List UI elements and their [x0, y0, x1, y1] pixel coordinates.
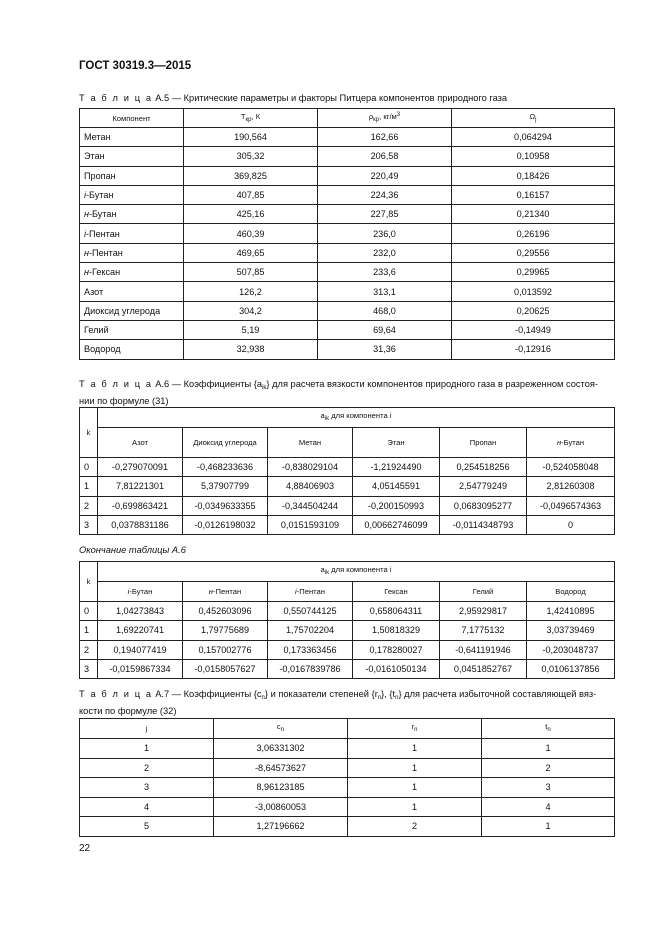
- k-value: 1: [80, 621, 98, 640]
- coefficient-value: -0,0496574363: [527, 496, 615, 515]
- table-row: [80, 515, 615, 534]
- col-k: k: [80, 562, 98, 602]
- coefficient-value: 0,173363456: [268, 640, 353, 659]
- coefficient-value: 7,1775132: [440, 621, 527, 640]
- column-header: н-Бутан: [527, 428, 615, 458]
- table-row: [80, 758, 615, 778]
- t-value: 4: [482, 797, 615, 817]
- column-header: Водород: [527, 582, 615, 602]
- coefficient-value: 0,0378831186: [98, 515, 183, 534]
- c-value: -3,00860053: [214, 797, 348, 817]
- t-crit-value: 32,938: [184, 340, 318, 359]
- k-value: 0: [80, 458, 98, 477]
- omega-value: 0,16157: [452, 185, 615, 204]
- t-crit-value: 507,85: [184, 263, 318, 282]
- omega-value: 0,20625: [452, 301, 615, 320]
- c-value: 3,06331302: [214, 739, 348, 759]
- omega-value: 0,29965: [452, 263, 615, 282]
- component-name: Водород: [80, 340, 184, 359]
- omega-value: 0,013592: [452, 282, 615, 301]
- group-header: $a_{ik}$ для компонента i: [98, 408, 615, 428]
- t-value: 3: [482, 778, 615, 798]
- page-number: 22: [79, 843, 91, 854]
- rho-crit-value: 236,0: [318, 224, 452, 243]
- k-value: 2: [80, 640, 98, 659]
- rho-crit-value: 313,1: [318, 282, 452, 301]
- j-value: 3: [80, 778, 214, 798]
- coefficient-value: 0,658064311: [353, 602, 440, 621]
- table-a7: [79, 718, 615, 837]
- table-a6-caption: Т а б л и ц а А.6 — Коэффициенты $\{a_{ik}\}$ для расчета вязкости компонентов природного газа в разреженном состоя- нии по формуле (31): [79, 379, 598, 406]
- r-value: 2: [348, 817, 482, 837]
- c-value: 8,96123185: [214, 778, 348, 798]
- table-a6: [79, 407, 615, 535]
- table-row: [80, 340, 615, 359]
- table-row: [80, 817, 615, 837]
- omega-value: 0,10958: [452, 147, 615, 166]
- t-crit-value: 469,65: [184, 243, 318, 262]
- coefficient-value: 2,54779249: [440, 477, 527, 496]
- table-a6-end-caption: Окончание таблицы А.6: [79, 545, 186, 555]
- table-a5-caption: Т а б л и ц а А.5 — Критические параметры и факторы Питцера компонентов природного газа: [79, 93, 508, 103]
- column-header: Азот: [98, 428, 183, 458]
- k-value: 3: [80, 515, 98, 534]
- coefficient-value: -0,524058048: [527, 458, 615, 477]
- col-rho-crit: $\rho_{кр}$, $кг/м^3$: [318, 109, 452, 128]
- table-row: [80, 640, 615, 659]
- t-crit-value: 407,85: [184, 185, 318, 204]
- column-header: i-Пентан: [268, 582, 353, 602]
- coefficient-value: 0,0683095277: [440, 496, 527, 515]
- table-row: [80, 496, 615, 515]
- rho-crit-value: 468,0: [318, 301, 452, 320]
- table-row: [80, 477, 615, 496]
- table-row: [80, 739, 615, 759]
- t-crit-value: 425,16: [184, 205, 318, 224]
- coefficient-value: 2,81260308: [527, 477, 615, 496]
- table-row: [80, 147, 615, 166]
- rho-crit-value: 227,85: [318, 205, 452, 224]
- coefficient-value: 2,95929817: [440, 602, 527, 621]
- component-name: Пропан: [80, 166, 184, 185]
- j-value: 4: [80, 797, 214, 817]
- table-row: [80, 621, 615, 640]
- coefficient-value: 1,75702204: [268, 621, 353, 640]
- table-row: [80, 243, 615, 262]
- omega-value: 0,26196: [452, 224, 615, 243]
- table-row: [80, 659, 615, 678]
- coefficient-value: -0,344504244: [268, 496, 353, 515]
- column-header: i-Бутан: [98, 582, 183, 602]
- coefficient-value: 0,0451852767: [440, 659, 527, 678]
- omega-value: -0,14949: [452, 320, 615, 339]
- t-crit-value: 126,2: [184, 282, 318, 301]
- c-value: -8,64573627: [214, 758, 348, 778]
- coefficient-value: -0,0167839786: [268, 659, 353, 678]
- coefficient-value: 1,04273843: [98, 602, 183, 621]
- omega-value: 0,064294: [452, 128, 615, 147]
- coefficient-value: 1,42410895: [527, 602, 615, 621]
- coefficient-value: -0,0126198032: [183, 515, 268, 534]
- component-name: н-Пентан: [80, 243, 184, 262]
- r-value: 1: [348, 778, 482, 798]
- component-name: Диоксид углерода: [80, 301, 184, 320]
- coefficient-value: -0,699863421: [98, 496, 183, 515]
- table-row: [80, 602, 615, 621]
- coefficient-value: -0,641191946: [440, 640, 527, 659]
- coefficient-value: -0,468233636: [183, 458, 268, 477]
- r-value: 1: [348, 739, 482, 759]
- coefficient-value: 0,0106137856: [527, 659, 615, 678]
- coefficient-value: 0,178280027: [353, 640, 440, 659]
- coefficient-value: 0,00662746099: [353, 515, 440, 534]
- rho-crit-value: 220,49: [318, 166, 452, 185]
- k-value: 0: [80, 602, 98, 621]
- c-value: 1,27196662: [214, 817, 348, 837]
- column-header: Метан: [268, 428, 353, 458]
- col-r: $r_n$: [348, 719, 482, 739]
- coefficient-value: -0,200150993: [353, 496, 440, 515]
- document-header: ГОСТ 30319.3—2015: [79, 60, 192, 72]
- component-name: i-Бутан: [80, 185, 184, 204]
- coefficient-value: 1,50818329: [353, 621, 440, 640]
- group-header: $a_{ik}$ для компонента i: [98, 562, 615, 582]
- table-row: [80, 282, 615, 301]
- coefficient-value: 1,69220741: [98, 621, 183, 640]
- component-name: н-Бутан: [80, 205, 184, 224]
- coefficient-value: -0,0158057627: [183, 659, 268, 678]
- rho-crit-value: 69,64: [318, 320, 452, 339]
- component-name: Метан: [80, 128, 184, 147]
- column-header: Диоксид углерода: [183, 428, 268, 458]
- t-crit-value: 5,19: [184, 320, 318, 339]
- coefficient-value: 7,81221301: [98, 477, 183, 496]
- table-row: [80, 320, 615, 339]
- col-component: Компонент: [80, 109, 184, 128]
- j-value: 2: [80, 758, 214, 778]
- coefficient-value: -0,0114348793: [440, 515, 527, 534]
- r-value: 1: [348, 758, 482, 778]
- t-crit-value: 369,825: [184, 166, 318, 185]
- table-a7-caption: Т а б л и ц а А.7 — Коэффициенты $\{c_n\}$ и показатели степеней $\{r_n\}$, $\{t_n\}$ для расчета избыточной составляющей вяз- кости по формуле (32): [79, 689, 597, 716]
- rho-crit-value: 206,58: [318, 147, 452, 166]
- table-a6-end: [79, 561, 615, 679]
- col-k: k: [80, 408, 98, 458]
- coefficient-value: 0,452603096: [183, 602, 268, 621]
- coefficient-value: 4,05145591: [353, 477, 440, 496]
- column-header: Гексан: [353, 582, 440, 602]
- component-name: н-Гексан: [80, 263, 184, 282]
- table-row: [80, 458, 615, 477]
- table-row: [80, 185, 615, 204]
- t-value: 1: [482, 817, 615, 837]
- coefficient-value: 5,37907799: [183, 477, 268, 496]
- column-header: Пропан: [440, 428, 527, 458]
- col-t-crit: $T_{кр}$, К: [184, 109, 318, 128]
- t-crit-value: 460,39: [184, 224, 318, 243]
- rho-crit-value: 224,36: [318, 185, 452, 204]
- omega-value: 0,21340: [452, 205, 615, 224]
- table-a5: [79, 108, 615, 360]
- k-value: 1: [80, 477, 98, 496]
- coefficient-value: -0,0349633355: [183, 496, 268, 515]
- component-name: i-Пентан: [80, 224, 184, 243]
- coefficient-value: -0,0159867334: [98, 659, 183, 678]
- col-c: $c_n$: [214, 719, 348, 739]
- coefficient-value: -1,21924490: [353, 458, 440, 477]
- rho-crit-value: 233,6: [318, 263, 452, 282]
- coefficient-value: 3,03739469: [527, 621, 615, 640]
- coefficient-value: 0,0151593109: [268, 515, 353, 534]
- table-row: [80, 128, 615, 147]
- rho-crit-value: 162,66: [318, 128, 452, 147]
- table-row: [80, 205, 615, 224]
- coefficient-value: 0,157002776: [183, 640, 268, 659]
- col-omega: $\Omega_j$: [452, 109, 615, 128]
- coefficient-value: -0,203048737: [527, 640, 615, 659]
- coefficient-value: 1,79775689: [183, 621, 268, 640]
- t-value: 2: [482, 758, 615, 778]
- table-row: [80, 166, 615, 185]
- coefficient-value: 4,88406903: [268, 477, 353, 496]
- table-row: [80, 797, 615, 817]
- coefficient-value: 0,194077419: [98, 640, 183, 659]
- component-name: Гелий: [80, 320, 184, 339]
- table-row: [80, 224, 615, 243]
- t-value: 1: [482, 739, 615, 759]
- component-name: Азот: [80, 282, 184, 301]
- omega-value: -0,12916: [452, 340, 615, 359]
- table-row: [80, 263, 615, 282]
- omega-value: 0,18426: [452, 166, 615, 185]
- column-header: Гелий: [440, 582, 527, 602]
- table-row: [80, 778, 615, 798]
- rho-crit-value: 232,0: [318, 243, 452, 262]
- column-header: н-Пентан: [183, 582, 268, 602]
- column-header: Этан: [353, 428, 440, 458]
- coefficient-value: -0,838029104: [268, 458, 353, 477]
- omega-value: 0,29556: [452, 243, 615, 262]
- j-value: 1: [80, 739, 214, 759]
- component-name: Этан: [80, 147, 184, 166]
- k-value: 2: [80, 496, 98, 515]
- k-value: 3: [80, 659, 98, 678]
- rho-crit-value: 31,36: [318, 340, 452, 359]
- coefficient-value: -0,0161050134: [353, 659, 440, 678]
- coefficient-value: 0,254518256: [440, 458, 527, 477]
- r-value: 1: [348, 797, 482, 817]
- t-crit-value: 190,564: [184, 128, 318, 147]
- t-crit-value: 304,2: [184, 301, 318, 320]
- col-j: j: [80, 719, 214, 739]
- t-crit-value: 305,32: [184, 147, 318, 166]
- j-value: 5: [80, 817, 214, 837]
- coefficient-value: -0,279070091: [98, 458, 183, 477]
- coefficient-value: 0,550744125: [268, 602, 353, 621]
- table-row: [80, 301, 615, 320]
- col-t: $t_n$: [482, 719, 615, 739]
- coefficient-value: 0: [527, 515, 615, 534]
